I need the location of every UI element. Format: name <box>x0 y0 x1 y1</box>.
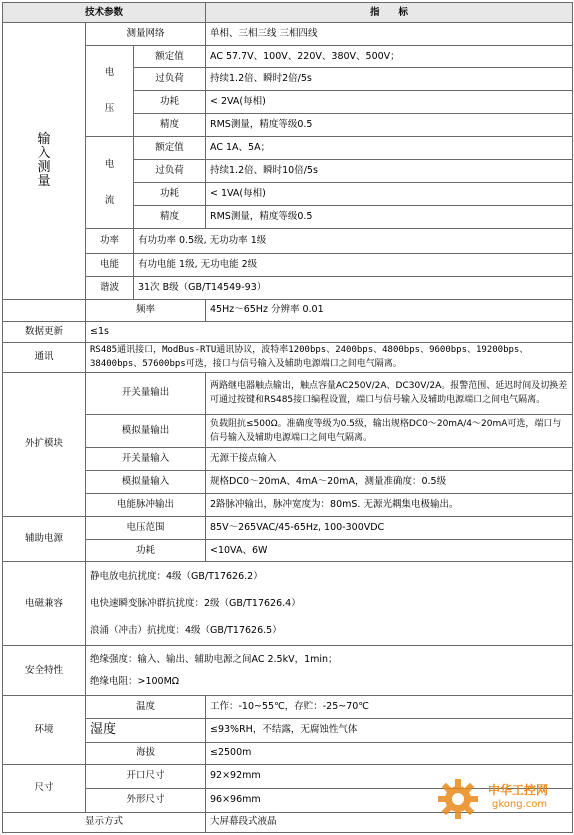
safety-label: 安全特性 <box>3 646 86 696</box>
voltage-overload-label: 过负荷 <box>134 68 206 91</box>
size-outline-label: 外形尺寸 <box>86 788 206 812</box>
current-accuracy-label: 精度 <box>134 206 206 229</box>
current-overload-label: 过负荷 <box>134 160 206 183</box>
voltage-power-value: < 2VA(每相) <box>206 91 573 114</box>
aux-range-label: 电压范围 <box>86 517 206 540</box>
network-value: 单相、三相三线 三相四线 <box>206 23 573 46</box>
freq-value: 45Hz～65Hz 分辨率 0.01 <box>206 299 573 321</box>
freq-blank <box>3 299 86 321</box>
voltage-accuracy-value: RMS测量，精度等级0.5 <box>206 114 573 137</box>
input-section-label: 输 入 测 量 <box>3 23 86 300</box>
network-label: 测量网络 <box>86 23 206 46</box>
env-label: 环境 <box>3 696 86 764</box>
energy-label: 电能 <box>86 253 134 276</box>
power-value: 有功功率 0.5级, 无功功率 1级 <box>134 229 573 253</box>
env-temp-value: 工作：-10~55℃，存贮：-25~70℃ <box>206 696 573 718</box>
voltage-rated-value: AC 57.7V、100V、220V、380V、500V； <box>206 46 573 68</box>
voltage-overload-value: 持续1.2倍、瞬时2倍/5s <box>206 68 573 91</box>
emc-line: 静电放电抗扰度：4级（GB/T17626.2） <box>90 571 263 583</box>
voltage-power-label: 功耗 <box>134 91 206 114</box>
ext-aout-label: 模拟量输出 <box>86 414 206 447</box>
watermark-logo <box>436 769 566 829</box>
harmonic-label: 谐波 <box>86 276 134 299</box>
ext-pulse-value: 2路脉冲输出，脉冲宽度为：80mS. 无源光耦集电极输出。 <box>206 494 573 517</box>
env-altitude-label: 海拔 <box>86 742 206 764</box>
refresh-value: ≤1s <box>86 321 573 342</box>
ext-din-label: 开关量输入 <box>86 447 206 470</box>
spec-table <box>2 2 573 833</box>
current-accuracy-value: RMS测量，精度等级0.5 <box>206 206 573 229</box>
voltage-group-label: 电 压 <box>86 46 134 137</box>
env-temp-label: 温度 <box>86 696 206 718</box>
display-label: 显示方式 <box>3 812 206 832</box>
harmonic-value: 31次 B级（GB/T14549-93） <box>134 276 573 299</box>
ext-din-value: 无源干接点输入 <box>206 447 573 470</box>
env-altitude-value: ≤2500m <box>206 742 573 764</box>
ext-aout-value: 负载阻抗≤500Ω。准确度等级为0.5级，输出规格DC0～20mA/4～20mA可选，端口与信号输入及辅助电源端口之间电气隔离。 <box>206 414 573 447</box>
comm-label: 通讯 <box>3 342 86 372</box>
ext-relay-value: 两路继电器触点输出，触点容量AC250V/2A、DC30V/2A。报警范围、延迟时间及切换差可通过按键和RS485接口编程设置，端口与信号输入及辅助电源端口之间电气隔离。 <box>206 372 573 414</box>
ext-label: 外扩模块 <box>3 372 86 516</box>
voltage-accuracy-label: 精度 <box>134 114 206 137</box>
current-rated-label: 额定值 <box>134 137 206 160</box>
aux-power-label: 功耗 <box>86 540 206 562</box>
header-spec: 指 标 <box>206 3 573 23</box>
watermark-en: gkong.com <box>492 799 548 810</box>
current-power-value: < 1VA(每相) <box>206 183 573 206</box>
emc-line: 浪涌（冲击）抗扰度：4级（GB/T17626.5） <box>90 625 282 637</box>
env-humidity-label: 湿度 <box>86 718 206 742</box>
current-overload-value: 持续1.2倍、瞬时10倍/5s <box>206 160 573 183</box>
refresh-label: 数据更新 <box>3 321 86 342</box>
ext-relay-label: 开关量输出 <box>86 372 206 414</box>
freq-label: 频率 <box>86 299 206 321</box>
voltage-rated-label: 额定值 <box>134 46 206 68</box>
safety-value <box>86 646 573 696</box>
env-humidity-value: ≤93%RH，不结露，无腐蚀性气体 <box>206 718 573 742</box>
safety-line: 绝缘电阻：>100MΩ <box>90 675 180 687</box>
comm-value: RS485通讯接口，ModBus-RTU通讯协议，波特率1200bps、2400bps、4800bps、9600bps、19200bps、38400bps、57600bps可选，接口与信号输入及辅助电源端口之间电气隔离。 <box>86 342 573 372</box>
gear-icon <box>436 777 480 821</box>
emc-label: 电磁兼容 <box>3 562 86 646</box>
size-outline-value: 96×96mm <box>206 788 573 812</box>
size-cutout-value: 92×92mm <box>206 764 573 788</box>
emc-value <box>86 562 573 646</box>
energy-value: 有功电能 1级, 无功电能 2级 <box>134 253 573 276</box>
aux-range-value: 85V～265VAC/45-65Hz, 100-300VDC <box>206 517 573 540</box>
header-param: 技术参数 <box>3 3 206 23</box>
size-cutout-label: 开口尺寸 <box>86 764 206 788</box>
aux-label: 辅助电源 <box>3 517 86 562</box>
emc-line: 电快速瞬变脉冲群抗扰度：2级（GB/T17626.4） <box>90 598 301 610</box>
ext-ain-value: 规格DC0～20mA、4mA～20mA，测量准确度：0.5级 <box>206 470 573 493</box>
current-rated-value: AC 1A、5A； <box>206 137 573 160</box>
current-power-label: 功耗 <box>134 183 206 206</box>
ext-pulse-label: 电能脉冲输出 <box>86 494 206 517</box>
ext-ain-label: 模拟量输入 <box>86 470 206 493</box>
size-label: 尺寸 <box>3 764 86 812</box>
watermark-cn: 中华工控网 <box>488 783 549 797</box>
aux-power-value: <10VA、6W <box>206 540 573 562</box>
power-label: 功率 <box>86 229 134 253</box>
current-group-label: 电 流 <box>86 137 134 229</box>
safety-line: 绝缘强度：输入、输出、辅助电源之间AC 2.5kV，1min； <box>90 653 338 665</box>
display-value: 大屏幕段式液晶 <box>206 812 573 832</box>
